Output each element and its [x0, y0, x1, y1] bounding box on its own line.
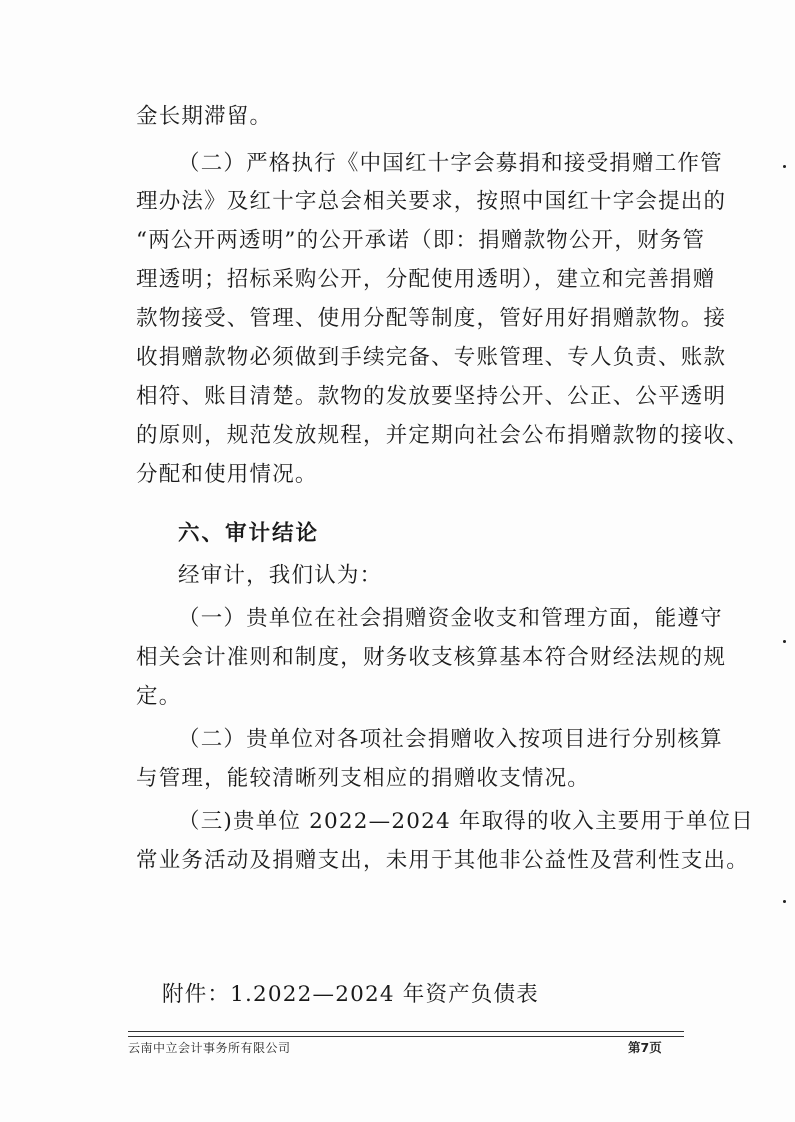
paragraph-line: 常业务活动及捐赠支出，未用于其他非公益性及营利性支出。 — [136, 848, 749, 873]
footer-divider — [128, 1031, 684, 1037]
paragraph-line: 款物接受、管理、使用分配等制度，管好用好捐赠款物。接 — [136, 306, 727, 331]
paragraph-line: （二）贵单位对各项社会捐赠收入按项目进行分别核算 — [178, 727, 723, 752]
paragraph-line: （一）贵单位在社会捐赠资金收支和管理方面，能遵守 — [178, 606, 723, 631]
paragraph-line: 分配和使用情况。 — [136, 462, 318, 487]
paragraph-line: 理办法》及红十字总会相关要求，按照中国红十字会提出的 — [136, 189, 727, 214]
footer-firm-name: 云南中立会计事务所有限公司 — [128, 1041, 291, 1055]
paragraph-line: 理透明；招标采购公开，分配使用透明），建立和完善捐赠 — [136, 267, 716, 292]
paragraph-line: （三)贵单位 2022—2024 年取得的收入主要用于单位日 — [178, 809, 754, 834]
paragraph-line: 经审计，我们认为： — [178, 563, 383, 588]
paragraph-line: （二）严格执行《中国红十字会募捐和接受捐赠工作管 — [178, 151, 723, 176]
paragraph-line: 定。 — [136, 684, 182, 709]
paragraph-line: 金长期滞留。 — [136, 104, 273, 129]
paragraph-line: 与管理，能较清晰列支相应的捐赠收支情况。 — [136, 766, 591, 791]
binding-hole-mark — [783, 900, 786, 903]
paragraph-line: 收捐赠款物必须做到手续完备、专账管理、专人负责、账款 — [136, 345, 727, 370]
section-heading: 六、审计结论 — [178, 521, 320, 546]
footer-page-number: 第7页 — [628, 1040, 662, 1055]
binding-hole-mark — [783, 165, 786, 168]
paragraph-line: 相关会计准则和制度，财务收支核算基本符合财经法规的规 — [136, 645, 727, 670]
binding-hole-mark — [783, 640, 786, 643]
paragraph-line: “两公开两透明”的公开承诺（即：捐赠款物公开，财务管 — [136, 228, 706, 253]
paragraph-line: 相符、账目清楚。款物的发放要坚持公开、公正、公平透明 — [136, 384, 727, 409]
attachment-line: 附件：1.2022—2024 年资产负债表 — [162, 982, 539, 1007]
paragraph-line: 的原则，规范发放规程，并定期向社会公布捐赠款物的接收、 — [136, 423, 749, 448]
